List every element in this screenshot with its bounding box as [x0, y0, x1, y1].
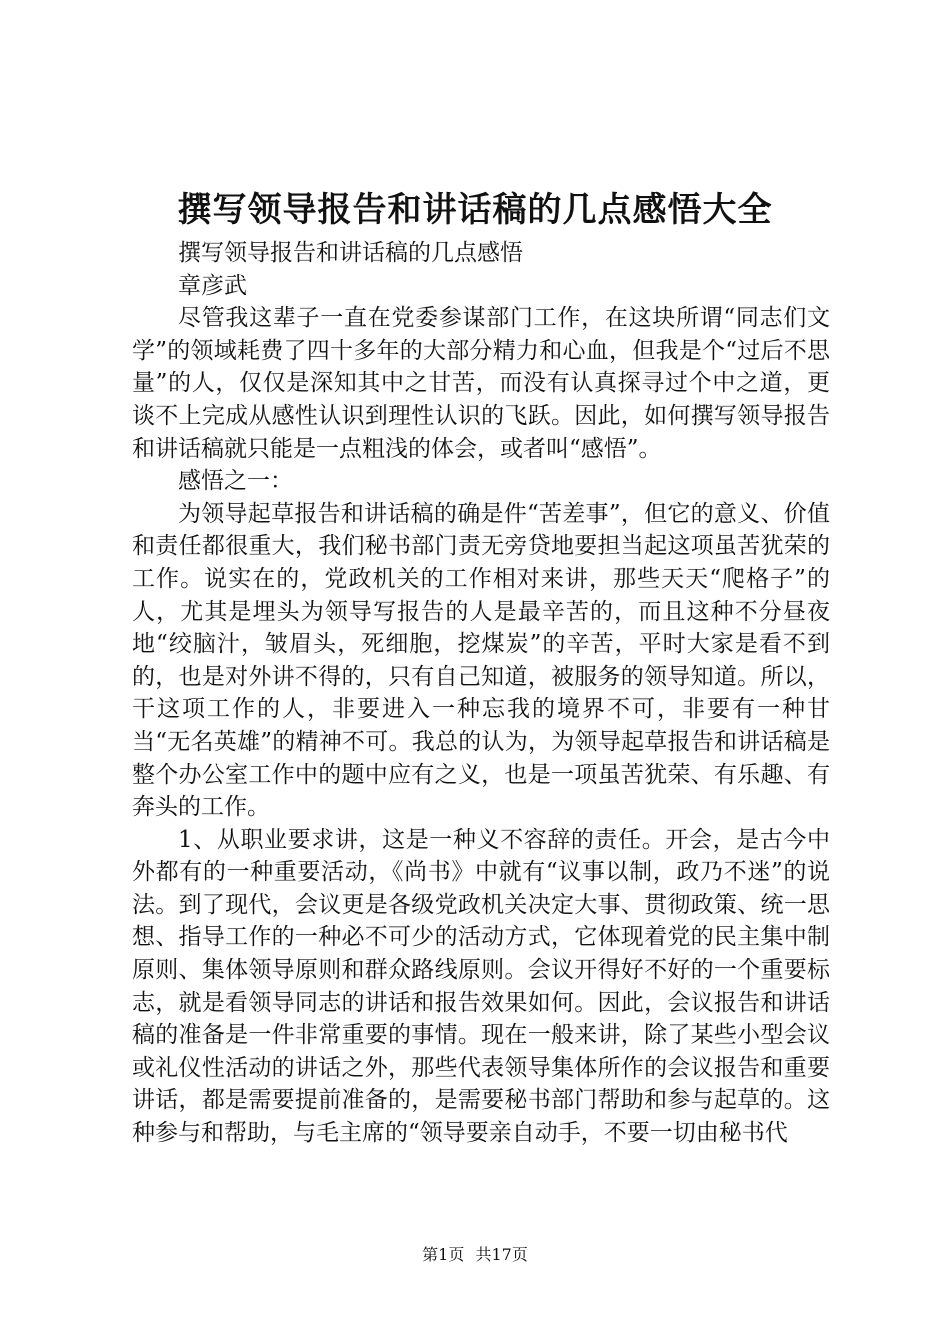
subtitle-paragraph: 撰写领导报告和讲话稿的几点感悟 — [178, 240, 523, 266]
page-footer — [0, 1244, 950, 1266]
page-number: 第1页 — [422, 1245, 465, 1264]
body-paragraph: 为领导起草报告和讲话稿的确是件“苦差事”，但它的意义、价值和责任都很重大，我们秘书部门责无旁贷地要担当起这项虽苦犹荣的工作。说实在的，党政机关的工作相对来讲，那些天天“爬格子”的人，尤其是埋头为领导写报告的人是最辛苦的，而且这种不分昼夜地“绞脑汁，皱眉头，死细胞，挖煤炭”的辛苦，平时大家是看不到的，也是对外讲不得的，只有自己知道，被服务的领导知道。所以，干这项工作的人，非要进入一种忘我的境界不可，非要有一种甘当“无名英雄”的精神不可。我总的认为，为领导起草报告和讲话稿是整个办公室工作中的题中应有之义，也是一项虽苦犹荣、有乐趣、有奔头的工作。 — [132, 500, 830, 821]
section-heading-paragraph: 感悟之一： — [178, 468, 293, 495]
author-paragraph: 章彦武 — [178, 272, 247, 299]
document-title: 撰写领导报告和讲话稿的几点感悟大全 — [177, 190, 773, 230]
page-total: 共17页 — [475, 1245, 528, 1264]
document-body — [132, 237, 830, 1150]
body-paragraph: 1、从职业要求讲，这是一种义不容辞的责任。开会，是古今中外都有的一种重要活动，《尚书》中就有“议事以制，政乃不迷”的说法。到了现代，会议更是各级党政机关决定大事、贯彻政策、统一思想、指导工作的一种必不可少的活动方式，它体现着党的民主集中制原则、集体领导原则和群众路线原则。会议开得好不好的一个重要标志，就是看领导同志的讲话和报告效果如何。因此，会议报告和讲话稿的准备是一件非常重要的事情。现在一般来讲，除了某些小型会议或礼仪性活动的讲话之外，那些代表领导集体所作的会议报告和重要讲话，都是需要提前准备的，是需要秘书部门帮助和参与起草的。这种参与和帮助，与毛主席的“领导要亲自动手，不要一切由秘书代 — [132, 826, 830, 1147]
body-paragraph: 尽管我这辈子一直在党委参谋部门工作，在这块所谓“同志们文学”的领域耗费了四十多年的大部分精力和心血，但我是个“过后不思量”的人，仅仅是深知其中之甘苦，而没有认真探寻过个中之道，更谈不上完成从感性认识到理性认识的飞跃。因此，如何撰写领导报告和讲话稿就只能是一点粗浅的体会，或者叫“感悟”。 — [132, 305, 830, 462]
